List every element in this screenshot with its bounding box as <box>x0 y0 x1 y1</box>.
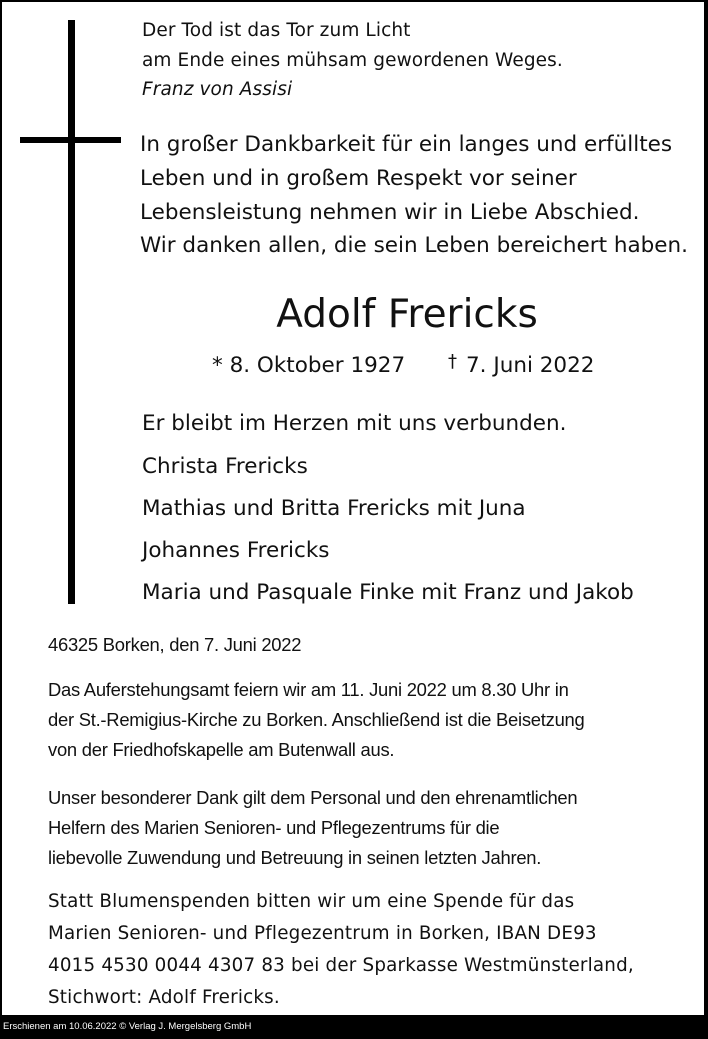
motto-author: Franz von Assisi <box>142 79 293 100</box>
birth-date: * 8. Oktober 1927 <box>212 353 406 378</box>
motto-line: am Ende eines mühsam gewordenen Weges. <box>142 50 563 71</box>
motto-line: Der Tod ist das Tor zum Licht <box>142 20 411 41</box>
intro-line: Wir danken allen, die sein Leben bereichert haben. <box>140 233 688 258</box>
family-line: Er bleibt im Herzen mit uns verbunden. <box>142 411 567 436</box>
service-line: von der Friedhofskapelle am Butenwall aus. <box>48 739 395 760</box>
place-date: 46325 Borken, den 7. Juni 2022 <box>48 634 302 655</box>
donation-line: Stichwort: Adolf Frericks. <box>48 987 280 1008</box>
death-symbol: † <box>448 351 457 372</box>
intro-line: In großer Dankbarkeit für ein langes und erfülltes <box>140 132 673 157</box>
obituary-notice <box>2 2 704 1015</box>
thanks-line: Unser besonderer Dank gilt dem Personal und den ehrenamtlichen <box>48 787 578 808</box>
publication-footer: Erschienen am 10.06.2022 © Verlag J. Mergelsberg GmbH <box>3 1021 252 1032</box>
thanks-line: Helfern des Marien Senioren- und Pflegezentrums für die <box>48 817 500 838</box>
service-line: der St.-Remigius-Kirche zu Borken. Anschließend ist die Beisetzung <box>48 709 585 730</box>
thanks-line: liebevolle Zuwendung und Betreuung in seinen letzten Jahren. <box>48 847 542 868</box>
family-member: Johannes Frericks <box>142 538 330 563</box>
donation-line: Marien Senioren- und Pflegezentrum in Borken, IBAN DE93 <box>48 923 597 944</box>
death-date: 7. Juni 2022 <box>466 353 595 378</box>
donation-line: Statt Blumenspenden bitten wir um eine Spende für das <box>48 891 575 912</box>
cross-horizontal-bar <box>20 137 121 143</box>
donation-line: 4015 4530 0044 4307 83 bei der Sparkasse Westmünsterland, <box>48 955 634 976</box>
service-line: Das Auferstehungsamt feiern wir am 11. Juni 2022 um 8.30 Uhr in <box>48 679 569 700</box>
family-member: Christa Frericks <box>142 454 308 479</box>
intro-line: Lebensleistung nehmen wir in Liebe Abschied. <box>140 200 640 225</box>
intro-line: Leben und in großem Respekt vor seiner <box>140 166 577 191</box>
family-member: Mathias und Britta Frericks mit Juna <box>142 496 526 521</box>
deceased-name: Adolf Frericks <box>276 292 538 337</box>
family-member: Maria und Pasquale Finke mit Franz und Jakob <box>142 580 634 605</box>
